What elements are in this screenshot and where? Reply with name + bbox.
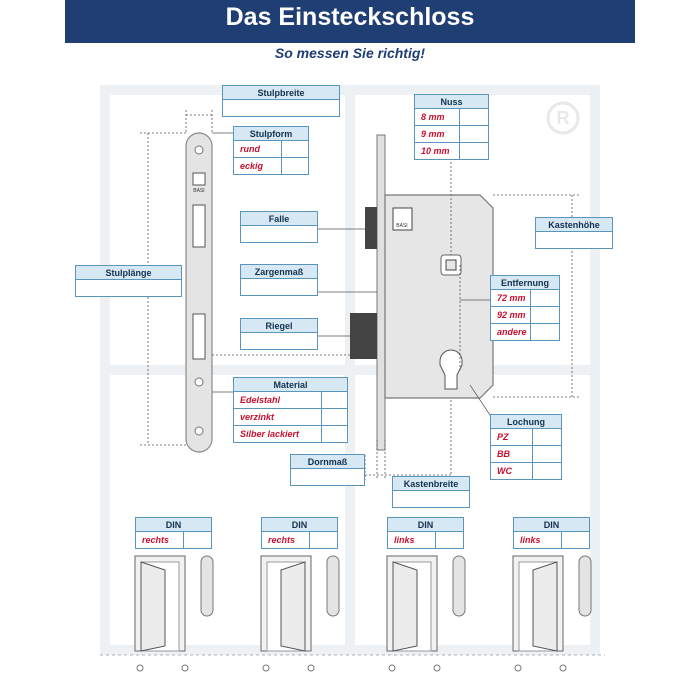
field-entfernung bbox=[490, 275, 560, 341]
lock-body bbox=[350, 135, 493, 450]
field-stulpform bbox=[233, 126, 309, 175]
field-dornmass bbox=[290, 454, 365, 486]
field-material bbox=[233, 377, 348, 443]
din-option: rechts bbox=[262, 532, 310, 548]
registered-mark bbox=[548, 103, 578, 133]
option-label: rund bbox=[234, 141, 282, 157]
field-riegel bbox=[240, 318, 318, 350]
faceplate-brand: BASI bbox=[193, 188, 205, 194]
din-field-2 bbox=[261, 517, 338, 549]
option-label: PZ bbox=[491, 429, 533, 445]
option-label: 72 mm bbox=[491, 290, 531, 306]
field-stulplaenge bbox=[75, 265, 182, 297]
din-field-4 bbox=[513, 517, 590, 549]
field-input[interactable] bbox=[240, 279, 318, 296]
field-title: Dornmaß bbox=[290, 454, 365, 469]
field-input[interactable] bbox=[392, 491, 470, 508]
field-lochung bbox=[490, 414, 562, 480]
din-title: DIN bbox=[261, 517, 338, 532]
option-label: andere bbox=[491, 324, 531, 340]
field-title: Stulpbreite bbox=[222, 85, 340, 100]
option-label: BB bbox=[491, 446, 533, 462]
option-label: 8 mm bbox=[415, 109, 460, 125]
option-label: 10 mm bbox=[415, 143, 460, 159]
field-title: Nuss bbox=[414, 94, 489, 109]
field-falle bbox=[240, 211, 318, 243]
option-row[interactable] bbox=[233, 392, 348, 409]
option-row[interactable] bbox=[414, 109, 489, 126]
option-label: Silber lackiert bbox=[234, 426, 322, 442]
din-title: DIN bbox=[513, 517, 590, 532]
din-option: rechts bbox=[136, 532, 184, 548]
field-title: Riegel bbox=[240, 318, 318, 333]
option-row[interactable] bbox=[233, 158, 309, 175]
din-option: links bbox=[514, 532, 562, 548]
field-zargenmass bbox=[240, 264, 318, 296]
field-kastenbreite bbox=[392, 476, 470, 508]
field-title: Kastenhöhe bbox=[535, 217, 613, 232]
field-input[interactable] bbox=[240, 226, 318, 243]
field-title: Zargenmaß bbox=[240, 264, 318, 279]
option-row[interactable] bbox=[233, 409, 348, 426]
option-label: Edelstahl bbox=[234, 392, 322, 408]
field-input[interactable] bbox=[75, 280, 182, 297]
option-row[interactable] bbox=[490, 324, 560, 341]
din-title: DIN bbox=[135, 517, 212, 532]
page-subtitle: So messen Sie richtig! bbox=[274, 45, 426, 61]
option-row[interactable] bbox=[490, 446, 562, 463]
field-stulpbreite bbox=[222, 85, 340, 117]
din-field-1 bbox=[135, 517, 212, 549]
field-title: Material bbox=[233, 377, 348, 392]
field-title: Kastenbreite bbox=[392, 476, 470, 491]
option-row[interactable] bbox=[414, 126, 489, 143]
option-label: eckig bbox=[234, 158, 282, 174]
option-label: WC bbox=[491, 463, 533, 479]
din-option: links bbox=[388, 532, 436, 548]
option-row[interactable] bbox=[233, 426, 348, 443]
option-row[interactable] bbox=[387, 532, 464, 549]
field-title: Falle bbox=[240, 211, 318, 226]
field-title: Lochung bbox=[490, 414, 562, 429]
option-label: verzinkt bbox=[234, 409, 322, 425]
field-title: Stulpform bbox=[233, 126, 309, 141]
svg-text:R: R bbox=[556, 108, 570, 128]
faceplate bbox=[186, 133, 212, 452]
field-input[interactable] bbox=[240, 333, 318, 350]
option-row[interactable] bbox=[490, 290, 560, 307]
lockbody-brand: BASI bbox=[396, 223, 408, 229]
field-input[interactable] bbox=[290, 469, 365, 486]
option-row[interactable] bbox=[233, 141, 309, 158]
field-nuss bbox=[414, 94, 489, 160]
option-row[interactable] bbox=[490, 307, 560, 324]
option-row[interactable] bbox=[414, 143, 489, 160]
option-row[interactable] bbox=[490, 463, 562, 480]
option-row[interactable] bbox=[513, 532, 590, 549]
option-row[interactable] bbox=[135, 532, 212, 549]
option-label: 92 mm bbox=[491, 307, 531, 323]
page-title: Das Einsteckschloss bbox=[225, 3, 475, 31]
din-field-3 bbox=[387, 517, 464, 549]
option-row[interactable] bbox=[261, 532, 338, 549]
field-title: Stulplänge bbox=[75, 265, 182, 280]
field-input[interactable] bbox=[535, 232, 613, 249]
field-kastenhoehe bbox=[535, 217, 613, 249]
field-input[interactable] bbox=[222, 100, 340, 117]
field-title: Entfernung bbox=[490, 275, 560, 290]
option-row[interactable] bbox=[490, 429, 562, 446]
option-label: 9 mm bbox=[415, 126, 460, 142]
din-title: DIN bbox=[387, 517, 464, 532]
